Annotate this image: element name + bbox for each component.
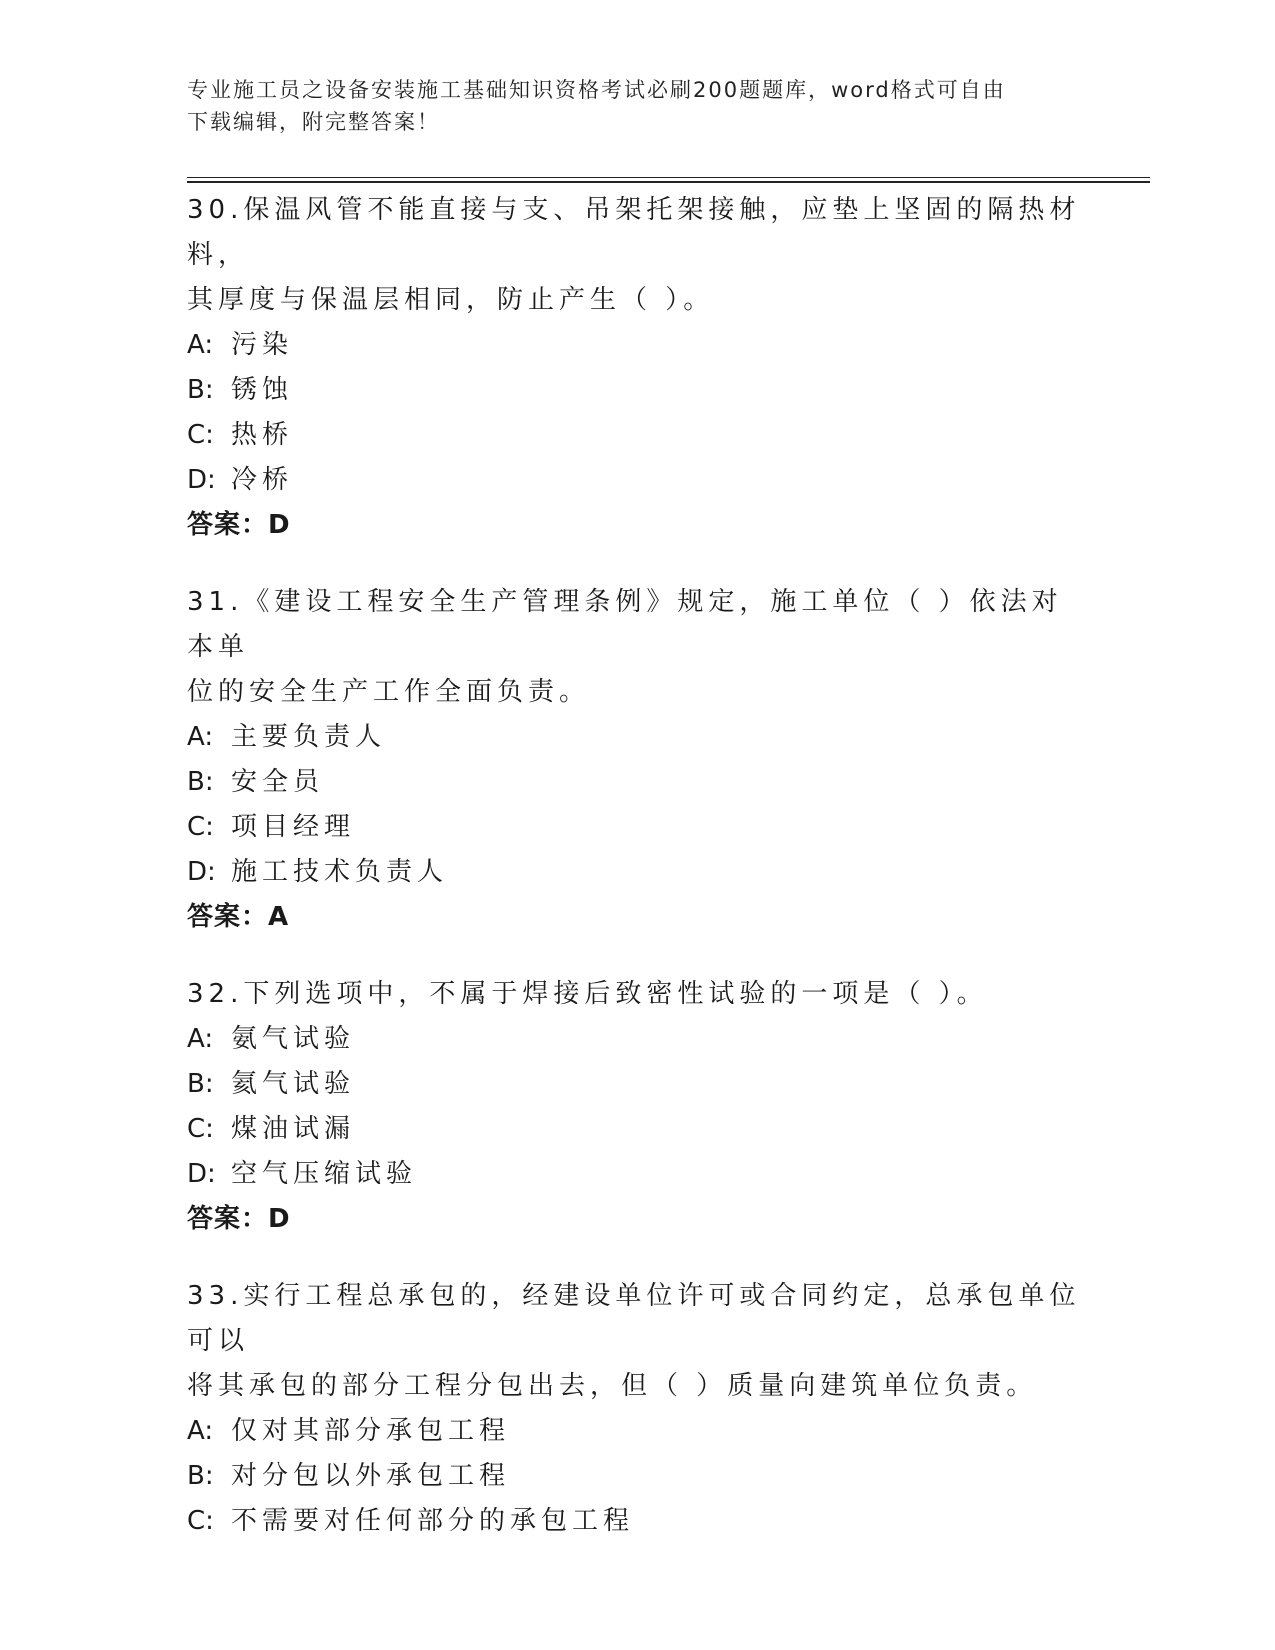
option-key: C: [187, 812, 214, 842]
option-key: B: [187, 1069, 214, 1099]
option-d [187, 1152, 1087, 1197]
option-text: 煤油试漏 [231, 1114, 356, 1144]
option-key: B: [187, 375, 214, 405]
option-key: D: [187, 465, 216, 495]
question-text-line-1: 31.《建设工程安全生产管理条例》规定，施工单位（ ）依法对本单 [187, 587, 1063, 662]
option-d [187, 850, 1087, 895]
answer: 答案：D [187, 510, 291, 540]
question-30 [187, 188, 1087, 548]
option-text: 冷桥 [231, 465, 294, 495]
option-key: A: [187, 1024, 214, 1054]
option-text: 锈蚀 [231, 375, 294, 405]
question-text-line-1: 30.保温风管不能直接与支、吊架托架接触，应垫上坚固的隔热材料， [187, 195, 1081, 270]
option-b [187, 760, 1087, 805]
option-a [187, 1017, 1087, 1062]
option-b [187, 1454, 1087, 1499]
option-key: A: [187, 722, 214, 752]
option-key: C: [187, 1114, 214, 1144]
question-text-line-1: 32.下列选项中，不属于焊接后致密性试验的一项是（ ）。 [187, 979, 988, 1009]
question-text-line-1: 33.实行工程总承包的，经建设单位许可或合同约定，总承包单位可以 [187, 1281, 1081, 1356]
question-text-line-2: 位的安全生产工作全面负责。 [187, 677, 591, 707]
option-key: C: [187, 1506, 214, 1536]
header-divider-thick [187, 181, 1150, 183]
option-c [187, 805, 1087, 850]
question-text-line-2: 其厚度与保温层相同，防止产生（ ）。 [187, 285, 715, 315]
option-c [187, 413, 1087, 458]
option-key: A: [187, 330, 214, 360]
option-key: B: [187, 1461, 214, 1491]
question-32 [187, 972, 1087, 1242]
option-key: C: [187, 420, 214, 450]
option-b [187, 1062, 1087, 1107]
question-33 [187, 1274, 1087, 1544]
option-key: A: [187, 1416, 214, 1446]
option-a [187, 715, 1087, 760]
option-b [187, 368, 1087, 413]
option-key: D: [187, 857, 216, 887]
option-text: 不需要对任何部分的承包工程 [231, 1506, 635, 1536]
header-line-1: 专业施工员之设备安装施工基础知识资格考试必刷200题题库，word格式可自由 [187, 78, 1006, 102]
option-c [187, 1499, 1087, 1544]
option-d [187, 458, 1087, 503]
question-31 [187, 580, 1087, 940]
option-text: 仅对其部分承包工程 [231, 1416, 511, 1446]
option-text: 氨气试验 [231, 1024, 356, 1054]
option-key: B: [187, 767, 214, 797]
option-text: 热桥 [231, 420, 294, 450]
option-a [187, 323, 1087, 368]
document-header [187, 74, 1067, 138]
header-line-2: 下载编辑，附完整答案！ [187, 110, 440, 134]
answer: 答案：A [187, 902, 290, 932]
question-list [187, 188, 1087, 1576]
option-text: 项目经理 [231, 812, 356, 842]
option-c [187, 1107, 1087, 1152]
option-text: 施工技术负责人 [231, 857, 449, 887]
option-text: 氦气试验 [231, 1069, 356, 1099]
option-a [187, 1409, 1087, 1454]
answer: 答案：D [187, 1204, 291, 1234]
option-text: 污染 [231, 330, 294, 360]
header-divider-thin [187, 177, 1150, 178]
question-text-line-2: 将其承包的部分工程分包出去，但（ ）质量向建筑单位负责。 [187, 1371, 1038, 1401]
option-text: 对分包以外承包工程 [231, 1461, 511, 1491]
option-text: 主要负责人 [231, 722, 387, 752]
option-text: 空气压缩试验 [231, 1159, 418, 1189]
option-key: D: [187, 1159, 216, 1189]
option-text: 安全员 [231, 767, 325, 797]
